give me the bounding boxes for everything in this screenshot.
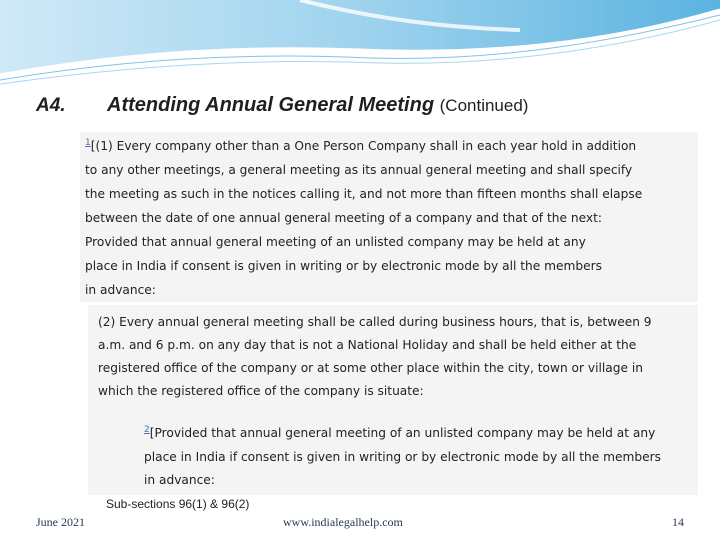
excerpt1-line-5: Provided that annual general meeting of an unlisted company may be held at any — [85, 235, 586, 249]
excerpt1-line-6: place in India if consent is given in writing or by electronic mode by all the members — [85, 259, 602, 273]
slide-title-suffix: (Continued) — [439, 96, 529, 115]
excerpt2-proviso-text-1: [Provided that annual general meeting of an unlisted company may be held at any — [149, 426, 656, 440]
excerpt2-proviso-line-2: place in India if consent is given in writing or by electronic mode by all the members — [144, 450, 661, 464]
statute-excerpt-1 — [80, 132, 698, 302]
footer-page-number: 14 — [672, 515, 684, 529]
excerpt2-line-4: which the registered office of the company is situate: — [98, 384, 424, 398]
excerpt2-proviso-line-1 — [144, 421, 655, 445]
excerpt2-proviso-line-3: in advance: — [144, 473, 215, 487]
footnote-ref-2[interactable]: 2 — [144, 424, 150, 435]
slide-title-text: Attending Annual General Meeting — [107, 94, 435, 116]
source-caption: Sub-sections 96(1) & 96(2) — [106, 497, 250, 511]
excerpt1-text-1: [(1) Every company other than a One Person Company shall in each year hold in addition — [90, 139, 637, 153]
excerpt1-line-4: between the date of one annual general meeting of a company and that of the next: — [85, 211, 602, 225]
excerpt2-line-1: (2) Every annual general meeting shall be called during business hours, that is, between 9 — [98, 315, 652, 329]
footer-date: June 2021 — [36, 515, 85, 529]
excerpt1-line-7: in advance: — [85, 283, 156, 297]
slide-number-label: A4. — [36, 95, 66, 116]
footnote-ref-1[interactable]: 1 — [85, 137, 91, 148]
header-wave-decoration — [0, 0, 720, 90]
excerpt1-line-1 — [85, 134, 636, 158]
excerpt2-line-2: a.m. and 6 p.m. on any day that is not a National Holiday and shall be held either at the — [98, 338, 637, 352]
statute-excerpt-2 — [88, 305, 698, 495]
excerpt2-line-3: registered office of the company or at some other place within the city, town or village in — [98, 361, 643, 375]
slide-title — [107, 94, 528, 117]
footer-website: www.indialegalhelp.com — [283, 515, 403, 529]
excerpt1-line-3: the meeting as such in the notices calling it, and not more than fifteen months shall elapse — [85, 187, 643, 201]
excerpt1-line-2: to any other meetings, a general meeting as its annual general meeting and shall specify — [85, 163, 633, 177]
